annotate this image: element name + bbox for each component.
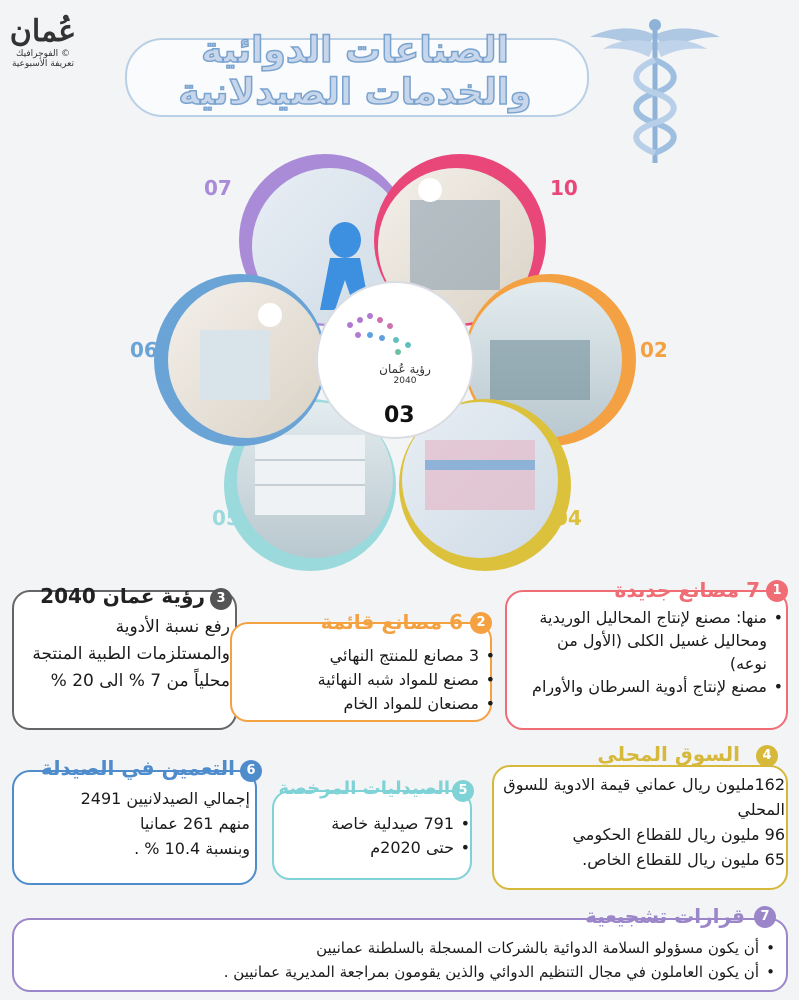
section-1-title: 7 مصانع جديدة — [614, 578, 760, 602]
page-title — [130, 30, 580, 114]
section-5-list — [290, 812, 470, 860]
section-4-title: السوق المحلي — [597, 742, 740, 766]
petal-label-06: 06 — [130, 338, 158, 362]
list-item: وبنسبة 10.4 % . — [134, 839, 250, 858]
list-item: • أن يكون العاملون في مجال التنظيم الدوائي والذين يقومون بمراجعة المديرية عمانيين . — [30, 960, 775, 984]
section-1-badge: 1 — [766, 580, 788, 602]
section-6-badge: 6 — [240, 760, 262, 782]
list-item: 65 مليون ريال للقطاع الخاص. — [582, 850, 785, 869]
list-item: 162مليون ريال عماني قيمة الادوية للسوق المحلي — [503, 775, 785, 819]
section-1-list — [515, 606, 783, 698]
section-4-list — [500, 772, 785, 872]
center-label: 03 — [384, 403, 415, 428]
section-5-badge: 5 — [452, 780, 474, 802]
petal-label-05: 05 — [212, 506, 240, 530]
section-3-title: رؤية عمان 2040 — [40, 584, 205, 608]
section-3-badge: 3 — [210, 588, 232, 610]
petal-06 — [154, 274, 326, 446]
list-item: • أن يكون مسؤولو السلامة الدوائية بالشركات المسجلة بالسلطنة عمانيين — [30, 936, 775, 960]
section-4-badge: 4 — [756, 745, 778, 767]
list-item: • مصنع للمواد شبه النهائية — [240, 668, 495, 692]
logo-sub1: الفوجرافيك © — [16, 49, 70, 59]
petal-label-10: 10 — [550, 176, 578, 200]
section-7-title: قرارات تشجيعية — [585, 904, 745, 928]
petal-label-04: 04 — [554, 506, 582, 530]
logo-sub2: تعريفة الأسبوعية — [11, 59, 74, 69]
vision-logo-text — [360, 362, 450, 386]
list-item: • حتى 2020م — [290, 836, 470, 860]
title-line2: والخدمات الصيدلانية — [178, 72, 532, 113]
section-2-list — [240, 644, 495, 716]
list-item: إجمالي الصيدلانيين 2491 — [80, 789, 250, 808]
vision-text: رؤية عُمان — [379, 362, 431, 376]
section-5-title: الصيدليات المرخصة — [278, 778, 450, 799]
list-item: • منها: مصنع لإنتاج المحاليل الوريدية ومحاليل غسيل الكلى (الأول من نوعه) — [515, 606, 783, 675]
list-item: 96 مليون ريال للقطاع الحكومي — [572, 825, 785, 844]
list-item: • مصنع لإنتاج أدوية السرطان والأورام — [515, 675, 783, 698]
petal-label-02: 02 — [640, 338, 668, 362]
logo-name: عُمان — [9, 14, 77, 49]
list-item: • 3 مصانع للمنتج النهائي — [240, 644, 495, 668]
section-7-list — [30, 936, 775, 984]
logo — [8, 14, 78, 69]
title-line1: الصناعات الدوائية — [201, 30, 509, 71]
list-item: • مصنعان للمواد الخام — [240, 692, 495, 716]
vision-year: 2040 — [393, 376, 417, 386]
section-6-title: التعمين في الصيدلة — [40, 756, 235, 780]
section-7-badge: 7 — [754, 906, 776, 928]
section-2-badge: 2 — [470, 612, 492, 634]
list-item: • 791 صيدلية خاصة — [290, 812, 470, 836]
list-item: منهم 261 عمانيا — [140, 814, 250, 833]
section-3-text: رفع نسبة الأدوية والمستلزمات الطبية المنتجة محلياً من 7 % الى 20 % — [32, 617, 230, 691]
petal-label-07: 07 — [204, 176, 232, 200]
section-2-title: 6 مصانع قائمة — [320, 610, 463, 634]
section-6-list — [20, 786, 250, 861]
